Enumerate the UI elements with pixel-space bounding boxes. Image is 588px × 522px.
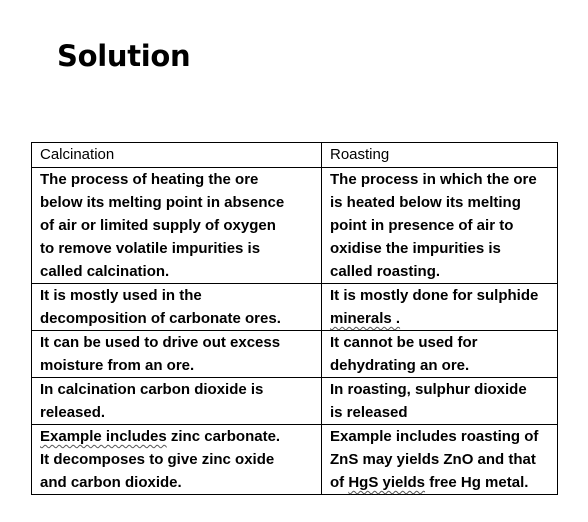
header-roasting: Roasting xyxy=(322,143,558,168)
cell-line: point in presence of air to xyxy=(330,217,514,234)
roasting-usage-cell xyxy=(322,284,558,331)
table-row xyxy=(32,331,558,378)
cell-line xyxy=(330,307,554,330)
comparison-table xyxy=(31,142,558,495)
cell-line: called roasting. xyxy=(330,263,441,280)
cell-line: to remove volatile impurities is xyxy=(40,240,261,257)
page-title: Solution xyxy=(57,39,191,73)
calcination-example-cell xyxy=(32,425,322,495)
table-row xyxy=(32,168,558,284)
cell-text: free Hg metal. xyxy=(425,474,529,491)
calcination-moisture-cell xyxy=(32,331,322,378)
table-row xyxy=(32,284,558,331)
roasting-moisture-cell xyxy=(322,331,558,378)
cell-line: is heated below its melting xyxy=(330,194,521,211)
calcination-usage-cell xyxy=(32,284,322,331)
underlined-text: minerals . xyxy=(330,310,401,327)
table-row xyxy=(32,425,558,495)
cell-line: called calcination. xyxy=(40,263,170,280)
cell-line: and carbon dioxide. xyxy=(40,474,182,491)
cell-line: moisture from an ore. xyxy=(40,357,195,374)
underlined-text: Example includes xyxy=(40,428,167,445)
roasting-gas-cell xyxy=(322,378,558,425)
cell-line: It cannot be used for xyxy=(330,334,478,351)
cell-line: It can be used to drive out excess xyxy=(40,334,281,351)
calcination-gas-cell xyxy=(32,378,322,425)
cell-text: of xyxy=(330,474,349,491)
cell-text: zinc carbonate. xyxy=(166,428,281,445)
roasting-definition-cell xyxy=(322,168,558,284)
underlined-text: HgS yields xyxy=(348,474,426,491)
cell-line: It decomposes to give zinc oxide xyxy=(40,451,275,468)
cell-line: is released xyxy=(330,404,408,421)
cell-line: It is mostly done for sulphide xyxy=(330,287,539,304)
cell-line: It is mostly used in the xyxy=(40,287,202,304)
cell-line: below its melting point in absence xyxy=(40,194,285,211)
cell-line: decomposition of carbonate ores. xyxy=(40,310,281,327)
cell-line xyxy=(40,425,318,448)
cell-line: The process in which the ore xyxy=(330,171,537,188)
table-header-row xyxy=(32,143,558,168)
table-row xyxy=(32,378,558,425)
header-calcination: Calcination xyxy=(32,143,322,168)
cell-line: of air or limited supply of oxygen xyxy=(40,217,276,234)
cell-line: In calcination carbon dioxide is xyxy=(40,381,264,398)
roasting-example-cell xyxy=(322,425,558,495)
cell-line: The process of heating the ore xyxy=(40,171,259,188)
cell-line: released. xyxy=(40,404,106,421)
cell-line: dehydrating an ore. xyxy=(330,357,470,374)
cell-line xyxy=(330,471,554,494)
calcination-definition-cell xyxy=(32,168,322,284)
cell-line: Example includes roasting of xyxy=(330,428,539,445)
cell-line: In roasting, sulphur dioxide xyxy=(330,381,527,398)
cell-line: ZnS may yields ZnO and that xyxy=(330,451,536,468)
cell-line: oxidise the impurities is xyxy=(330,240,501,257)
